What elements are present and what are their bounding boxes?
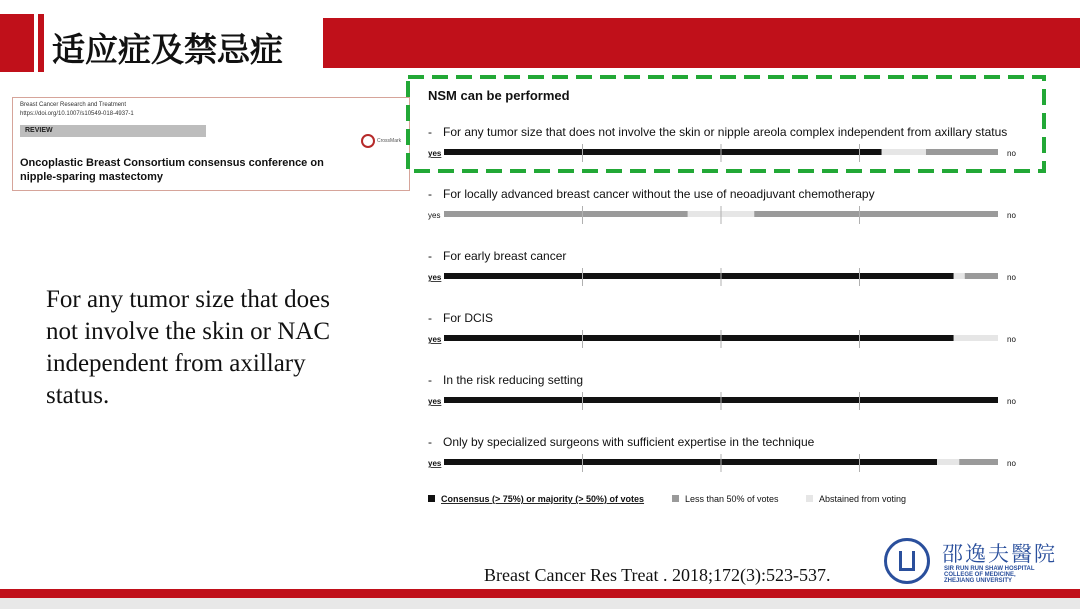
no-label: no — [1007, 459, 1016, 468]
bar-segment-consensus — [444, 149, 882, 155]
legend-swatch — [672, 495, 679, 502]
bar-segment-less-than-50 — [444, 211, 688, 217]
hospital-emblem-icon — [884, 538, 930, 584]
row-dash: - — [428, 125, 432, 139]
footer-band — [0, 589, 1080, 598]
indication-description: For any tumor size that does not involve the skin or NAC independent from axillary status. — [46, 286, 331, 409]
hospital-name-cn: 邵逸夫醫院 — [942, 542, 1057, 566]
row-dash: - — [428, 435, 432, 449]
bar-segment-consensus — [444, 459, 937, 465]
bar-segment-consensus — [444, 273, 954, 279]
legend-label: Consensus (> 75%) or majority (> 50%) of votes — [441, 494, 645, 504]
bar-segment-abstained — [954, 335, 998, 341]
yes-label: yes — [428, 211, 441, 220]
yes-label: yes — [428, 459, 442, 468]
chart-row — [428, 435, 1016, 472]
chart-title: NSM can be performed — [428, 88, 570, 103]
legend-item — [428, 494, 644, 504]
chart-row — [428, 249, 1016, 286]
hospital-university: ZHEJIANG UNIVERSITY — [944, 578, 1013, 584]
yes-label: yes — [428, 149, 442, 158]
legend-item — [806, 494, 906, 504]
row-label: For locally advanced breast cancer without the use of neoadjuvant chemotherapy — [443, 187, 875, 201]
no-label: no — [1007, 211, 1016, 220]
no-label: no — [1007, 149, 1016, 158]
legend-swatch — [428, 495, 435, 502]
paper-doi: https://doi.org/10.1007/s10549-018-4937-1 — [20, 111, 134, 117]
chart-row — [428, 125, 1016, 162]
row-label: For DCIS — [443, 311, 494, 325]
yes-label: yes — [428, 335, 442, 344]
bar-segment-less-than-50 — [926, 149, 998, 155]
chart-row — [428, 187, 1016, 224]
bar-segment-less-than-50 — [965, 273, 998, 279]
row-dash: - — [428, 187, 432, 201]
legend-item — [672, 494, 779, 504]
row-label: Only by specialized surgeons with sufficient expertise in the technique — [443, 435, 815, 449]
footer-shadow — [0, 598, 1080, 609]
bar-segment-less-than-50 — [959, 459, 998, 465]
row-label: For early breast cancer — [443, 249, 567, 263]
crossmark-label: CrossMark — [377, 138, 402, 144]
row-label: For any tumor size that does not involve the skin or nipple areola complex independent from axillary status — [443, 125, 1008, 139]
paper-type-label: REVIEW — [20, 125, 206, 137]
bar-segment-abstained — [954, 273, 965, 279]
row-dash: - — [428, 249, 432, 263]
citation: Breast Cancer Res Treat . 2018;172(3):523-537. — [484, 565, 831, 585]
paper-journal: Breast Cancer Research and Treatment — [20, 102, 127, 108]
bar-segment-less-than-50 — [754, 211, 998, 217]
bar-segment-abstained — [882, 149, 926, 155]
bar-segment-consensus — [444, 335, 954, 341]
no-label: no — [1007, 335, 1016, 344]
yes-label: yes — [428, 273, 442, 282]
row-dash: - — [428, 311, 432, 325]
hospital-college: COLLEGE OF MEDICINE, — [944, 572, 1016, 578]
hospital-name-en: SIR RUN RUN SHAW HOSPITAL — [944, 566, 1035, 572]
emblem-shield-icon — [899, 551, 915, 571]
paper-title: Oncoplastic Breast Consortium consensus conference on nipple-sparing mastectomy — [20, 157, 324, 183]
bar-segment-abstained — [937, 459, 959, 465]
chart-row — [428, 311, 1016, 348]
row-label: In the risk reducing setting — [443, 373, 584, 387]
yes-label: yes — [428, 397, 442, 406]
no-label: no — [1007, 273, 1016, 282]
legend-label: Less than 50% of votes — [685, 494, 779, 504]
no-label: no — [1007, 397, 1016, 406]
chart-row — [428, 373, 1016, 410]
slide-title: 适应症及禁忌症 — [52, 30, 283, 69]
legend-label: Abstained from voting — [819, 494, 907, 504]
legend-swatch — [806, 495, 813, 502]
row-dash: - — [428, 373, 432, 387]
